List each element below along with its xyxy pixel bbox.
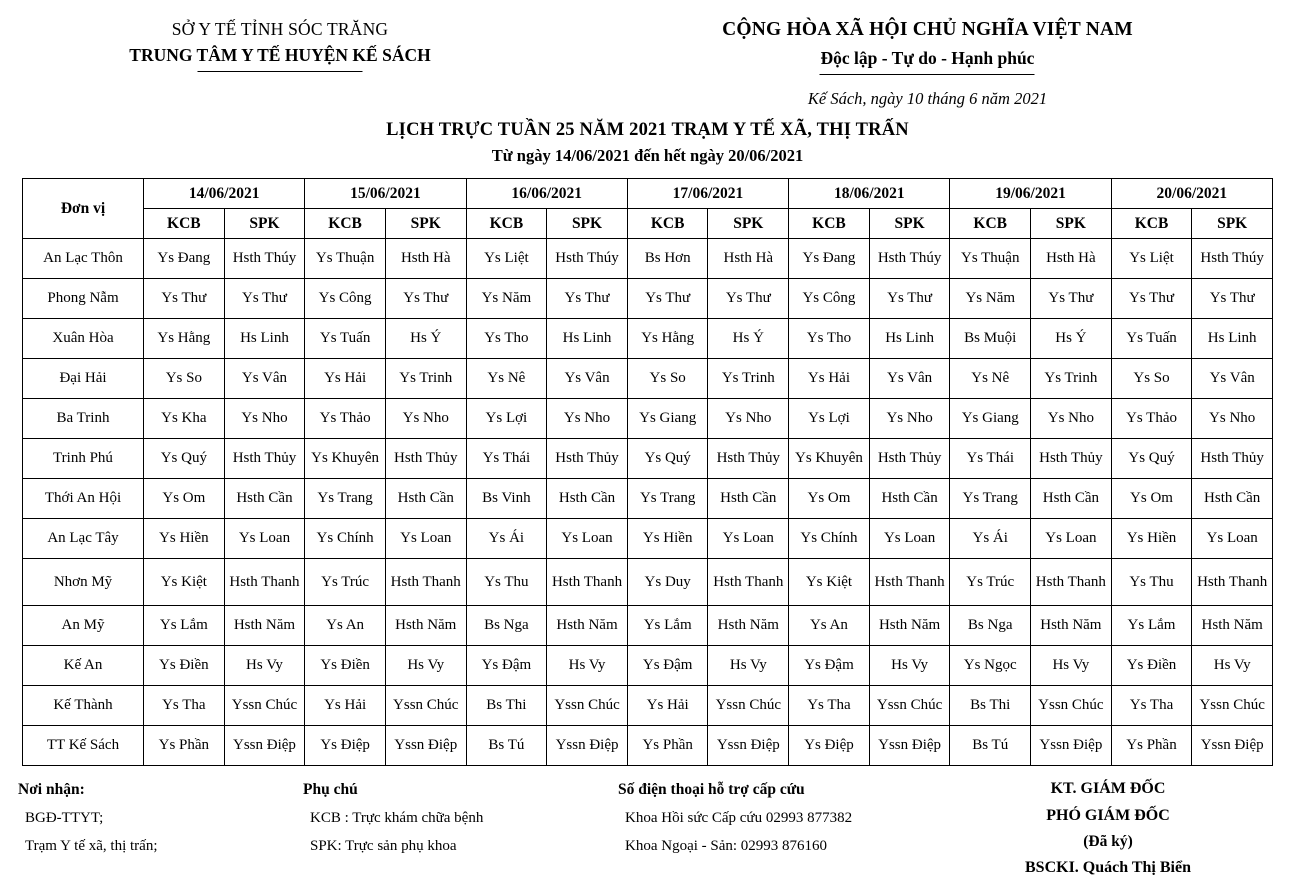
cell-staff-name: Ys Hiền (1111, 519, 1192, 559)
cell-staff-name: Ys Ái (950, 519, 1031, 559)
cell-unit-name: Thới An Hội (23, 479, 144, 519)
cell-staff-name: Hsth Cần (547, 479, 628, 519)
cell-staff-name: Ys Thư (627, 279, 708, 319)
cell-staff-name: Hs Vy (224, 646, 305, 686)
cell-staff-name: Ys Nê (466, 359, 547, 399)
cell-staff-name: Ys Vân (869, 359, 950, 399)
recipients-block (18, 776, 303, 881)
cell-staff-name: Hsth Thanh (385, 559, 466, 606)
cell-staff-name: Hsth Thủy (869, 439, 950, 479)
cell-staff-name: Ys Chính (789, 519, 870, 559)
cell-staff-name: Ys Loan (1192, 519, 1273, 559)
cell-staff-name: Hsth Thanh (547, 559, 628, 606)
cell-staff-name: Ys Đậm (466, 646, 547, 686)
cell-unit-name: Kế Thành (23, 686, 144, 726)
cell-staff-name: Ys Vân (224, 359, 305, 399)
cell-staff-name: Ys Hải (789, 359, 870, 399)
cell-staff-name: Ys Thư (144, 279, 225, 319)
cell-staff-name: Ys Trúc (950, 559, 1031, 606)
cell-staff-name: Hs Vy (869, 646, 950, 686)
cell-staff-name: Hsth Cần (1192, 479, 1273, 519)
cell-staff-name: Ys Liệt (1111, 239, 1192, 279)
organization-block (0, 16, 560, 69)
cell-staff-name: Ys Nho (1192, 399, 1273, 439)
table-row (23, 686, 1273, 726)
notes-line: KCB : Trực khám chữa bệnh (310, 809, 484, 826)
column-header-shift: KCB (627, 209, 708, 239)
table-body (23, 239, 1273, 766)
cell-staff-name: Hsth Năm (224, 606, 305, 646)
cell-staff-name: Ys Thư (869, 279, 950, 319)
cell-staff-name: Ys Phần (1111, 726, 1192, 766)
cell-staff-name: Ys Hằng (144, 319, 225, 359)
cell-staff-name: Ys Vân (547, 359, 628, 399)
cell-staff-name: Ys Kiệt (144, 559, 225, 606)
column-header-shift: KCB (144, 209, 225, 239)
cell-staff-name: Bs Vinh (466, 479, 547, 519)
table-row (23, 439, 1273, 479)
cell-unit-name: Ba Trinh (23, 399, 144, 439)
cell-staff-name: Yssn Điệp (385, 726, 466, 766)
cell-staff-name: Ys Lắm (144, 606, 225, 646)
cell-staff-name: Hs Linh (224, 319, 305, 359)
cell-staff-name: Hsth Thúy (224, 239, 305, 279)
document-title-block (0, 117, 1295, 167)
cell-unit-name: Phong Nẫm (23, 279, 144, 319)
cell-staff-name: Ys Hải (305, 686, 386, 726)
cell-staff-name: Ys Tha (144, 686, 225, 726)
cell-staff-name: Ys Nho (1031, 399, 1112, 439)
cell-staff-name: Ys Loan (708, 519, 789, 559)
cell-staff-name: Hsth Năm (547, 606, 628, 646)
cell-staff-name: Hsth Thủy (1031, 439, 1112, 479)
cell-staff-name: Ys Năm (950, 279, 1031, 319)
column-header-date: 19/06/2021 (950, 179, 1111, 209)
column-header-shift: SPK (869, 209, 950, 239)
cell-unit-name: TT Kế Sách (23, 726, 144, 766)
notes-line: SPK: Trực sản phụ khoa (310, 837, 457, 854)
column-header-date: 18/06/2021 (789, 179, 950, 209)
table-head (23, 179, 1273, 239)
table-row (23, 646, 1273, 686)
cell-staff-name: Hsth Thủy (224, 439, 305, 479)
country-name: CỘNG HÒA XÃ HỘI CHỦ NGHĨA VIỆT NAM (722, 19, 1133, 40)
cell-staff-name: Ys Hải (627, 686, 708, 726)
document-header (0, 0, 1295, 109)
cell-staff-name: Ys Năm (466, 279, 547, 319)
cell-staff-name: Yssn Chúc (869, 686, 950, 726)
cell-staff-name: Hs Vy (385, 646, 466, 686)
cell-staff-name: Ys Tho (789, 319, 870, 359)
cell-staff-name: Hsth Năm (869, 606, 950, 646)
cell-unit-name: Kế An (23, 646, 144, 686)
cell-staff-name: Hsth Hà (1031, 239, 1112, 279)
cell-staff-name: Ys Đậm (789, 646, 870, 686)
cell-staff-name: Ys So (1111, 359, 1192, 399)
cell-staff-name: Ys Loan (869, 519, 950, 559)
cell-unit-name: An Lạc Tây (23, 519, 144, 559)
page-title: LỊCH TRỰC TUẦN 25 NĂM 2021 TRẠM Y TẾ XÃ, THỊ TRẤN (386, 120, 909, 141)
cell-staff-name: Ys Lắm (627, 606, 708, 646)
signature-block (958, 776, 1258, 881)
recipients-title: Nơi nhận: (18, 781, 85, 799)
cell-staff-name: Ys Phần (627, 726, 708, 766)
cell-staff-name: Hsth Cần (385, 479, 466, 519)
column-header-shift: KCB (1111, 209, 1192, 239)
cell-staff-name: Ys Công (789, 279, 870, 319)
cell-unit-name: Nhơn Mỹ (23, 559, 144, 606)
cell-staff-name: Hs Linh (869, 319, 950, 359)
cell-staff-name: Hsth Thủy (1192, 439, 1273, 479)
cell-staff-name: Ys An (305, 606, 386, 646)
cell-staff-name: Ys Lợi (789, 399, 870, 439)
cell-staff-name: Ys Loan (1031, 519, 1112, 559)
table-row (23, 359, 1273, 399)
cell-staff-name: Ys Vân (1192, 359, 1273, 399)
cell-staff-name: Ys Trinh (708, 359, 789, 399)
table-row (23, 239, 1273, 279)
cell-staff-name: Ys Liệt (466, 239, 547, 279)
cell-staff-name: Ys Khuyên (305, 439, 386, 479)
cell-staff-name: Ys Đang (789, 239, 870, 279)
cell-staff-name: Ys Ái (466, 519, 547, 559)
cell-staff-name: Bs Hơn (627, 239, 708, 279)
page-subtitle: Từ ngày 14/06/2021 đến hết ngày 20/06/2021 (491, 146, 804, 166)
cell-staff-name: Hsth Hà (385, 239, 466, 279)
table-header-row-dates (23, 179, 1273, 209)
cell-staff-name: Ys Thu (1111, 559, 1192, 606)
cell-staff-name: Ys Kha (144, 399, 225, 439)
column-header-unit: Đơn vị (23, 179, 144, 239)
emergency-phone-line: Khoa Ngoại - Sản: 02993 876160 (625, 837, 828, 854)
cell-staff-name: Hsth Thủy (547, 439, 628, 479)
cell-staff-name: Ys Nho (385, 399, 466, 439)
national-heading-block (560, 16, 1295, 109)
cell-staff-name: Ys Om (789, 479, 870, 519)
cell-staff-name: Ys Tho (466, 319, 547, 359)
cell-staff-name: Ys Hiền (144, 519, 225, 559)
cell-staff-name: Ys Điệp (789, 726, 870, 766)
recipients-line: BGĐ-TTYT; (25, 809, 104, 826)
column-header-shift: SPK (385, 209, 466, 239)
cell-staff-name: Yssn Điệp (869, 726, 950, 766)
cell-staff-name: Ys Điền (144, 646, 225, 686)
table-row (23, 519, 1273, 559)
cell-staff-name: Ys Tha (789, 686, 870, 726)
cell-staff-name: Ys Đang (144, 239, 225, 279)
cell-staff-name: Ys Tha (1111, 686, 1192, 726)
cell-staff-name: Ys Lợi (466, 399, 547, 439)
place-and-date: Kế Sách, ngày 10 tháng 6 năm 2021 (807, 89, 1048, 109)
cell-staff-name: Ys Loan (547, 519, 628, 559)
cell-staff-name: Hsth Cần (224, 479, 305, 519)
cell-staff-name: Hsth Thanh (708, 559, 789, 606)
cell-staff-name: Hsth Thanh (869, 559, 950, 606)
table-row (23, 479, 1273, 519)
table-row (23, 399, 1273, 439)
cell-staff-name: Ys Nho (708, 399, 789, 439)
cell-staff-name: Ys Thư (385, 279, 466, 319)
cell-staff-name: Yssn Điệp (1192, 726, 1273, 766)
cell-staff-name: Ys Tuấn (305, 319, 386, 359)
cell-staff-name: Hsth Thúy (1192, 239, 1273, 279)
cell-staff-name: Hs Vy (1031, 646, 1112, 686)
cell-staff-name: Ys Thư (224, 279, 305, 319)
cell-staff-name: Yssn Chúc (708, 686, 789, 726)
column-header-shift: KCB (466, 209, 547, 239)
emergency-phones-title: Số điện thoại hỗ trợ cấp cứu (618, 781, 805, 799)
cell-staff-name: Hsth Thanh (1192, 559, 1273, 606)
cell-staff-name: Bs Thi (950, 686, 1031, 726)
cell-staff-name: Ys Hằng (627, 319, 708, 359)
cell-staff-name: Ys Trúc (305, 559, 386, 606)
cell-staff-name: Ys Tuấn (1111, 319, 1192, 359)
cell-staff-name: Hsth Thanh (224, 559, 305, 606)
cell-unit-name: An Lạc Thôn (23, 239, 144, 279)
signed-marker: (Đã ký) (1083, 832, 1133, 850)
cell-staff-name: Bs Thi (466, 686, 547, 726)
cell-staff-name: Hsth Năm (1031, 606, 1112, 646)
cell-staff-name: Ys Điền (305, 646, 386, 686)
cell-staff-name: Ys Quý (627, 439, 708, 479)
duty-schedule-table-wrapper (22, 178, 1273, 766)
column-header-date: 16/06/2021 (466, 179, 627, 209)
cell-staff-name: Hs Vy (1192, 646, 1273, 686)
cell-staff-name: Ys Nê (950, 359, 1031, 399)
recipients-line: Trạm Y tế xã, thị trấn; (25, 837, 158, 854)
cell-staff-name: Ys Đậm (627, 646, 708, 686)
table-row (23, 726, 1273, 766)
cell-staff-name: Ys Thái (950, 439, 1031, 479)
cell-staff-name: Ys Loan (385, 519, 466, 559)
cell-staff-name: Yssn Chúc (385, 686, 466, 726)
cell-staff-name: Hsth Năm (385, 606, 466, 646)
cell-staff-name: Hsth Cần (1031, 479, 1112, 519)
signer-role: PHÓ GIÁM ĐỐC (1046, 806, 1170, 824)
table-row (23, 559, 1273, 606)
cell-staff-name: Yssn Chúc (547, 686, 628, 726)
cell-staff-name: Ys Thuận (950, 239, 1031, 279)
cell-staff-name: Ys Duy (627, 559, 708, 606)
cell-staff-name: Ys Phần (144, 726, 225, 766)
emergency-phone-line: Khoa Hồi sức Cấp cứu 02993 877382 (625, 809, 853, 826)
cell-staff-name: Hs Ý (708, 319, 789, 359)
cell-staff-name: Ys Thư (547, 279, 628, 319)
cell-staff-name: Hsth Thúy (547, 239, 628, 279)
cell-staff-name: Ys Chính (305, 519, 386, 559)
column-header-shift: SPK (1192, 209, 1273, 239)
cell-staff-name: Ys Giang (950, 399, 1031, 439)
notes-title: Phụ chú (303, 781, 358, 799)
cell-staff-name: Bs Nga (950, 606, 1031, 646)
cell-unit-name: Xuân Hòa (23, 319, 144, 359)
cell-staff-name: Ys Hải (305, 359, 386, 399)
cell-staff-name: Ys Trinh (1031, 359, 1112, 399)
cell-staff-name: Hsth Hà (708, 239, 789, 279)
cell-staff-name: Ys Giang (627, 399, 708, 439)
table-row (23, 319, 1273, 359)
cell-staff-name: Bs Muội (950, 319, 1031, 359)
cell-staff-name: Ys Thảo (1111, 399, 1192, 439)
cell-staff-name: Hsth Năm (708, 606, 789, 646)
cell-staff-name: Hs Ý (1031, 319, 1112, 359)
cell-staff-name: Ys Lắm (1111, 606, 1192, 646)
notes-block (303, 776, 618, 881)
cell-staff-name: Ys Kiệt (789, 559, 870, 606)
cell-staff-name: Ys Thư (1031, 279, 1112, 319)
cell-staff-name: Ys Khuyên (789, 439, 870, 479)
cell-staff-name: Ys Ngọc (950, 646, 1031, 686)
column-header-date: 17/06/2021 (627, 179, 788, 209)
cell-staff-name: Yssn Chúc (224, 686, 305, 726)
cell-staff-name: Yssn Điệp (224, 726, 305, 766)
center-name: TRUNG TÂM Y TẾ HUYỆN KẾ SÁCH (129, 42, 430, 69)
table-row (23, 606, 1273, 646)
column-header-shift: KCB (789, 209, 870, 239)
cell-staff-name: Hs Linh (1192, 319, 1273, 359)
cell-staff-name: Ys Om (1111, 479, 1192, 519)
table-header-row-shifts (23, 209, 1273, 239)
cell-staff-name: Ys Nho (547, 399, 628, 439)
duty-schedule-table (22, 178, 1273, 766)
cell-staff-name: Bs Tú (466, 726, 547, 766)
cell-staff-name: Yssn Điệp (547, 726, 628, 766)
cell-staff-name: Ys Loan (224, 519, 305, 559)
cell-staff-name: Hs Ý (385, 319, 466, 359)
cell-staff-name: Ys An (789, 606, 870, 646)
column-header-date: 14/06/2021 (144, 179, 305, 209)
cell-staff-name: Ys Thư (1111, 279, 1192, 319)
cell-staff-name: Hsth Cần (869, 479, 950, 519)
cell-unit-name: Đại Hải (23, 359, 144, 399)
column-header-shift: KCB (305, 209, 386, 239)
cell-unit-name: Trinh Phú (23, 439, 144, 479)
cell-staff-name: Ys Thư (708, 279, 789, 319)
cell-staff-name: Hs Vy (547, 646, 628, 686)
cell-staff-name: Hs Linh (547, 319, 628, 359)
signer-name: BSCKI. Quách Thị Biển (1025, 858, 1191, 876)
cell-staff-name: Ys Điệp (305, 726, 386, 766)
document-footer (0, 776, 1295, 881)
cell-staff-name: Ys Thư (1192, 279, 1273, 319)
cell-staff-name: Ys Công (305, 279, 386, 319)
cell-staff-name: Ys Trang (305, 479, 386, 519)
cell-staff-name: Ys So (144, 359, 225, 399)
cell-staff-name: Ys Quý (144, 439, 225, 479)
cell-staff-name: Ys Thuận (305, 239, 386, 279)
cell-staff-name: Yssn Chúc (1031, 686, 1112, 726)
cell-staff-name: Hsth Cần (708, 479, 789, 519)
table-row (23, 279, 1273, 319)
column-header-shift: SPK (708, 209, 789, 239)
column-header-shift: KCB (950, 209, 1031, 239)
column-header-date: 20/06/2021 (1111, 179, 1272, 209)
column-header-date: 15/06/2021 (305, 179, 466, 209)
cell-staff-name: Ys Trinh (385, 359, 466, 399)
cell-staff-name: Bs Nga (466, 606, 547, 646)
cell-staff-name: Ys Điền (1111, 646, 1192, 686)
cell-staff-name: Bs Tú (950, 726, 1031, 766)
cell-staff-name: Ys Thái (466, 439, 547, 479)
column-header-shift: SPK (224, 209, 305, 239)
department-name: SỞ Y TẾ TỈNH SÓC TRĂNG (171, 19, 389, 39)
cell-staff-name: Yssn Điệp (1031, 726, 1112, 766)
cell-staff-name: Ys Hiền (627, 519, 708, 559)
cell-staff-name: Hsth Thủy (385, 439, 466, 479)
cell-staff-name: Yssn Điệp (708, 726, 789, 766)
cell-staff-name: Ys Trang (950, 479, 1031, 519)
cell-staff-name: Ys Nho (869, 399, 950, 439)
cell-staff-name: Hsth Thúy (869, 239, 950, 279)
cell-staff-name: Hsth Thủy (708, 439, 789, 479)
cell-staff-name: Hsth Năm (1192, 606, 1273, 646)
column-header-shift: SPK (547, 209, 628, 239)
cell-staff-name: Ys So (627, 359, 708, 399)
cell-staff-name: Hs Vy (708, 646, 789, 686)
cell-staff-name: Hsth Thanh (1031, 559, 1112, 606)
column-header-shift: SPK (1031, 209, 1112, 239)
cell-staff-name: Ys Quý (1111, 439, 1192, 479)
cell-staff-name: Ys Thu (466, 559, 547, 606)
cell-staff-name: Ys Om (144, 479, 225, 519)
cell-staff-name: Ys Trang (627, 479, 708, 519)
national-motto: Độc lập - Tự do - Hạnh phúc (821, 44, 1035, 72)
cell-staff-name: Ys Nho (224, 399, 305, 439)
signer-role-acting: KT. GIÁM ĐỐC (1050, 780, 1166, 798)
emergency-phones-block (618, 776, 958, 881)
cell-unit-name: An Mỹ (23, 606, 144, 646)
cell-staff-name: Ys Thảo (305, 399, 386, 439)
cell-staff-name: Yssn Chúc (1192, 686, 1273, 726)
